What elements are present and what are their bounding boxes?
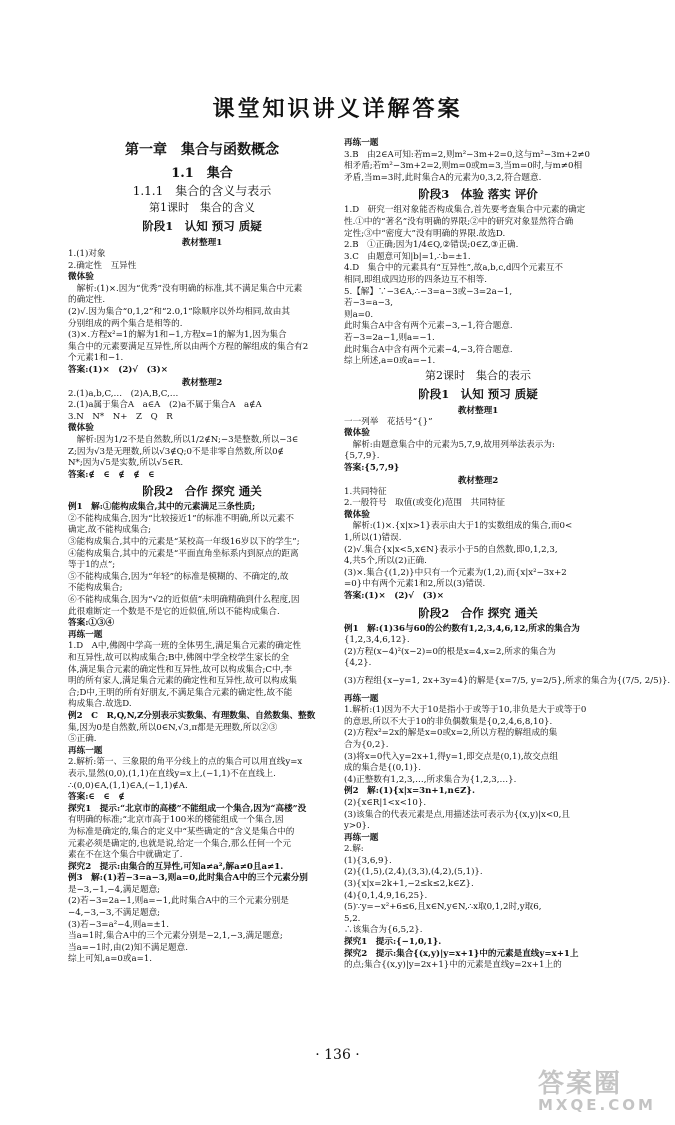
answer-block [68,502,336,966]
answer-line: (3){x|x=2k+1,−2≤k≤2,k∈Z}. [344,879,474,890]
answer-line: =0}中有两个元素1和2,所以(3)错误. [344,579,486,590]
answer-line: 再练一题 [68,745,103,756]
answer-line: 答案:{5,7,9} [344,463,400,474]
answer-line: {1,2,3,4,6,12}. [344,635,410,646]
answer-line: 5,2. [344,913,361,924]
watermark-logo [538,1063,658,1114]
answer-line: (2)方程x²=2x的解是x=0或x=2,所以方程的解组成的集 [344,728,558,739]
answer-line: 合;D中,王明的所有好朋友,不满足集合元素的确定性,故不能 [68,687,293,698]
answer-line: 1.(1)对象 [68,249,106,259]
answer-line: 若−3=a−3, [344,298,393,309]
answer-line: 例2 C R,Q,N,Z分别表示实数集、有理数集、自然数集、整数 [68,710,316,721]
answer-line: 微体验 [68,423,94,434]
answer-line: 等于1的点”; [68,560,116,571]
answer-line: (2)若−3=2a−1,则a=−1,此时集合A中的三个元素分别是 [68,896,289,907]
answer-line: 例3 解:(1)若−3=a−3,则a=0,此时集合A中的三个元素分别 [68,873,308,884]
answer-line: 分别组成的两个集合是相等的. [68,318,183,329]
answer-line: (1){3,6,9}. [344,855,392,866]
answer-line: 综上可知,a=0或a=1. [68,954,153,965]
answer-line: 则a=0. [344,309,374,320]
answer-line: 教材整理1 [457,405,499,416]
answer-line: 的意思,所以不大于10的非负偶数集是{0,2,4,6,8,10}. [344,716,553,727]
section-title: 1.1 集合 [171,166,233,181]
answer-line: 2.(1)a属于集合A a∈A (2)a不属于集合A a∉A [68,400,262,411]
subsection-title: 1.1.1 集合的含义与表示 [132,184,272,198]
answer-line: 的确定性. [68,295,106,306]
page-number: · 136 · [315,1047,360,1063]
answer-line: 性.①中的“著名”没有明确的界限;②中的研究对象显然符合确 [344,216,574,227]
answer-line: 答案:(1)× (2)√ (3)× [68,364,168,375]
answer-line: 微体验 [344,428,370,439]
answer-line: ②不能构成集合,因为“比较接近1”的标准不明确,所以元素不 [68,513,294,524]
answer-line: (3)×.集合{(1,2)}中只有一个元素为(1,2),而{x|x²−3x+2 [344,567,567,578]
answer-line: 探究2 提示:集合{(x,y)|y=x+1}中的元素是直线y=x+1上 [344,948,579,959]
stage-heading: 阶段1 认知 预习 质疑 [418,386,538,401]
answer-line: 1.解析:(1)因为不大于10是指小于或等于10,非负是大于或等于0 [344,705,587,716]
answer-line: 是−3,−1,−4,满足题意; [68,884,161,895]
answer-line: 探究2 提示:由集合的互异性,可知a≠a²,解a≠0且a≠1. [68,861,284,872]
answer-line: 不能构成集合; [68,583,123,594]
answer-line: 元素必须是确定的,也就是说,给定一个集合,那么任何一个元 [68,838,292,849]
answer-line: 一一列举 花括号“{}” [344,416,433,427]
answer-block [344,623,671,972]
answer-line: 当a=1时,集合A中的三个元素分别是−2,1,−3,满足题意; [68,931,283,942]
answer-line: Z;因为√3是无理数,所以√3∉Q;0不是非零自然数,所以0∉ [68,446,284,457]
answer-line: 2.解析:第一、三象限的角平分线上的点的集合可以用直线y=x [68,757,303,768]
answer-line: 当a=−1时,由(2)知不满足题意. [68,942,188,953]
answer-line: 2.一般符号 取值(或变化)范围 共同特征 [344,498,505,509]
stage-heading: 阶段1 认知 预习 质疑 [142,219,262,233]
answer-line: (4){0,1,4,9,16,25}. [344,890,428,901]
stage-heading: 阶段2 合作 探究 通关 [418,605,538,620]
answer-line: 此时集合A中含有两个元素−4,−3,符合题意. [344,344,513,355]
answer-line: 4,共5个,所以(2)正确. [344,556,427,567]
answer-line: 成的集合是{(0,1)}. [344,763,422,774]
answer-line: 和互异性,故可以构成集合;B中,佛阁中学全校学生家长的全 [68,653,289,663]
answer-line: 构成集合.故选D. [68,699,132,710]
answer-block [344,138,612,184]
answer-line: (4)正整数有1,2,3,…,所求集合为{1,2,3,…}. [344,774,517,785]
right-column [344,138,671,972]
answer-line: 2.(1)a,b,C,… (2)A,B,C,… [68,388,179,399]
watermark-text: 答案圈 [538,1069,623,1099]
answer-line: ∴该集合为{6,5,2}. [344,925,423,936]
answer-line: 定性;③中“密度大”没有明确的界限.故选D. [344,228,506,239]
answer-line: 2.B ①正确;因为1/4∈Q,②错误;0∈Z,③正确. [344,240,519,251]
answer-line: 此很难断定一个数是不是它的近似值,所以不能构成集合. [68,606,280,617]
answer-line: 例1 解:①能构成集合,其中的元素满足三条性质; [68,502,256,513]
lesson-title: 第1课时 集合的含义 [149,201,255,214]
answer-line: (3)×.方程x²=1的解为1和−1,方程x=1的解为1,因为集合 [68,330,287,341]
answer-line: 解析:因为1/2不是自然数,所以1/2∉N;−3是整数,所以−3∈ [68,434,299,445]
answer-line: (5)∵y=−x²+6≤6,且x∈N,y∈N,∴x取0,1,2时,y取6, [344,902,542,913]
stage-heading: 阶段3 体验 落实 评价 [418,187,538,202]
answer-line: (2)√.集合{x|x<5,x∈N}表示小于5的自然数,即0,1,2,3, [344,544,558,555]
answer-line: 教材整理2 [181,377,223,388]
chapter-title: 第一章 集合与函数概念 [125,142,279,158]
answer-line: 集合中的元素要满足互异性,所以由两个方程的解组成的集合有2 [68,341,309,352]
answer-line: (2){x∈R|1<x<10}. [344,797,427,808]
answer-line: 再练一题 [68,629,103,640]
answer-line: 解析:由题意集合中的元素为5,7,9,故用列举法表示为: [344,439,555,450]
answer-line: 确定,故不能构成集合; [68,525,151,536]
answer-line: y>0}. [344,821,370,832]
answer-line: 相矛盾;若m²−3m+2=2,则m=0或m=3,当m=0时,与m≠0相 [344,161,583,172]
answer-line: 的点;集合{(x,y)|y=2x+1}中的元素是直线y=2x+1上的 [344,960,562,971]
answer-line: N*;因为√5是实数,所以√5∈R. [68,458,184,469]
answer-line: (3)将x=0代入y=2x+1,得y=1,即交点是(0,1),故交点组 [344,751,558,762]
answer-line: 素在不在这个集合中就确定了. [68,850,183,861]
answer-line: 3.B 由2∈A可知:若m=2,则m²−3m+2=0,这与m²−3m+2≠0 [344,149,590,160]
answer-block [344,405,612,603]
answer-line: 教材整理2 [457,475,499,486]
page-title: 课堂知识讲义详解答案 [212,96,463,122]
answer-line: 微体验 [344,509,370,520]
answer-line: 解析:(1)×.{x|x>1}表示由大于1的实数组成的集合,而0< [344,521,573,532]
answer-line: 探究1 提示:“北京市的高楼”不能组成一个集合,因为“高楼”没 [68,803,307,814]
answer-line: {5,7,9}. [344,451,380,462]
answer-line: 有明确的标准;“北京市高于100米的楼能组成一个集合,因 [68,815,284,826]
stage-heading: 阶段2 合作 探究 通关 [142,484,262,499]
answer-line: 相同,即组成四边形的四条边互不相等. [344,274,487,285]
answer-line: ④能构成集合,其中的元素是“平面直角坐标系内到原点的距离 [68,548,299,559]
answer-line: 2.确定性 互异性 [68,260,137,271]
answer-line: 再练一题 [344,832,379,843]
answer-line: (3)方程组{x−y=1, 2x+3y=4}的解是{x=7/5, y=2/5},所求的集合为{(7/5, 2/5)}. [344,675,671,686]
answer-line: ③能构成集合,其中的元素是“某校高一年级16岁以下的学生”; [68,537,300,548]
answer-line: ∴(0,0)∈A,(1,1)∈A,(−1,1)∉A. [68,780,188,791]
answer-line: 答案:∈ ∈ ∉ [68,792,125,803]
answer-line: (3)该集合的代表元素是点,用描述法可表示为{(x,y)|x<0,且 [344,809,570,820]
answer-line: 3.N N* N+ Z Q R [68,411,173,422]
answer-line: 若−3=2a−1,则a=−1. [344,332,435,343]
answer-line: 微体验 [68,272,94,283]
lesson-title: 第2课时 集合的表示 [425,368,531,382]
answer-line: (3)若−3=a²−4,则a=±1. [68,919,169,930]
answer-line: 例2 解:(1){x|x=3n+1,n∈Z}. [344,786,475,797]
answer-line: (2)√.因为集合“0,1,2”和“2.0,1”除顺序以外均相同,故由其 [68,306,290,317]
answer-line: 集,因为0是自然数,所以0∈N,√3,π都是无理数,所以②③ [68,722,278,733]
answer-line: 为标准是确定的,集合的定义中“某些确定的”含义是集合中的 [68,826,295,837]
answer-line: 综上所述,a=0或a=−1. [344,356,436,367]
answer-line: ⑥不能构成集合,因为“√2的近似值”未明确精确到什么程度,因 [68,595,300,606]
answer-line: 表示,显然(0,0),(1,1)在直线y=x上,(−1,1)不在直线上. [68,768,276,779]
answer-line: 此时集合A中含有两个元素−3,−1,符合题意. [344,321,513,332]
answer-line: 答案:①③④ [68,618,115,629]
answer-line: 3.C 由题意可知|b|=1,∴b=±1. [344,251,471,262]
answer-line: ⑤不能构成集合,因为“年轻”的标准是模糊的、不确定的,故 [68,571,289,582]
answer-line: 例1 解:(1)36与60的公约数有1,2,3,4,6,12,所求的集合为 [344,623,580,634]
answer-line: −4,−3,−3,不满足题意; [68,908,161,919]
answer-line: 答案:∉ ∈ ∉ ∉ ∈ [68,469,155,480]
answer-line: 2.解: [344,844,364,855]
answer-line: 1,所以(1)错误. [344,533,402,544]
answer-line: 解析:(1)×.因为“优秀”没有明确的标准,其不满足集合中元素 [68,283,303,294]
answer-line: 教材整理1 [181,238,223,248]
answer-line: 再练一题 [344,138,379,148]
answer-line: 个元素1和−1. [68,353,124,364]
answer-line: 5.【解】∵−3∈A,∴−3=a−3或−3=2a−1, [344,286,513,297]
left-column [68,138,336,966]
watermark-url: MXQE.COM [538,1096,656,1114]
answer-line: 1.共同特征 [344,486,387,497]
answer-block [68,237,336,481]
answer-line: (2){(1,5),(2,4),(3,3),(4,2),(5,1)}. [344,867,483,878]
answer-line: 合为{0,2}. [344,739,389,750]
answer-line: 答案:(1)× (2)√ (3)× [344,591,444,601]
answer-line: ⑤正确. [68,734,97,745]
answer-line: 探究1 提示:{−1,0,1}. [344,937,442,948]
answer-line: {4,2}. [344,658,372,669]
answer-line: 明的所有家人,满足集合元素的确定性和互异性,故可以构成集 [68,676,297,687]
answer-line: 体,满足集合元素的确定性和互异性,故可以构成集合;C中,李 [68,664,292,675]
answer-line: 矛盾,当m=3时,此时集合A的元素为0,3,2,符合题意. [344,172,542,183]
answer-line: 再练一题 [344,693,379,704]
answer-line: 4.D 集合中的元素具有“互异性”,故a,b,c,d四个元素互不 [344,263,564,274]
answer-block [344,205,612,367]
answer-line: 1.D 研究一组对象能否构成集合,首先要考查集合中元素的确定 [344,205,586,216]
answer-line: 1.D A中,佛阁中学高一班的全体男生,满足集合元素的确定性 [68,641,302,652]
answer-line: (2)方程(x−4)²(x−2)=0的根是x=4,x=2,所求的集合为 [344,646,556,657]
